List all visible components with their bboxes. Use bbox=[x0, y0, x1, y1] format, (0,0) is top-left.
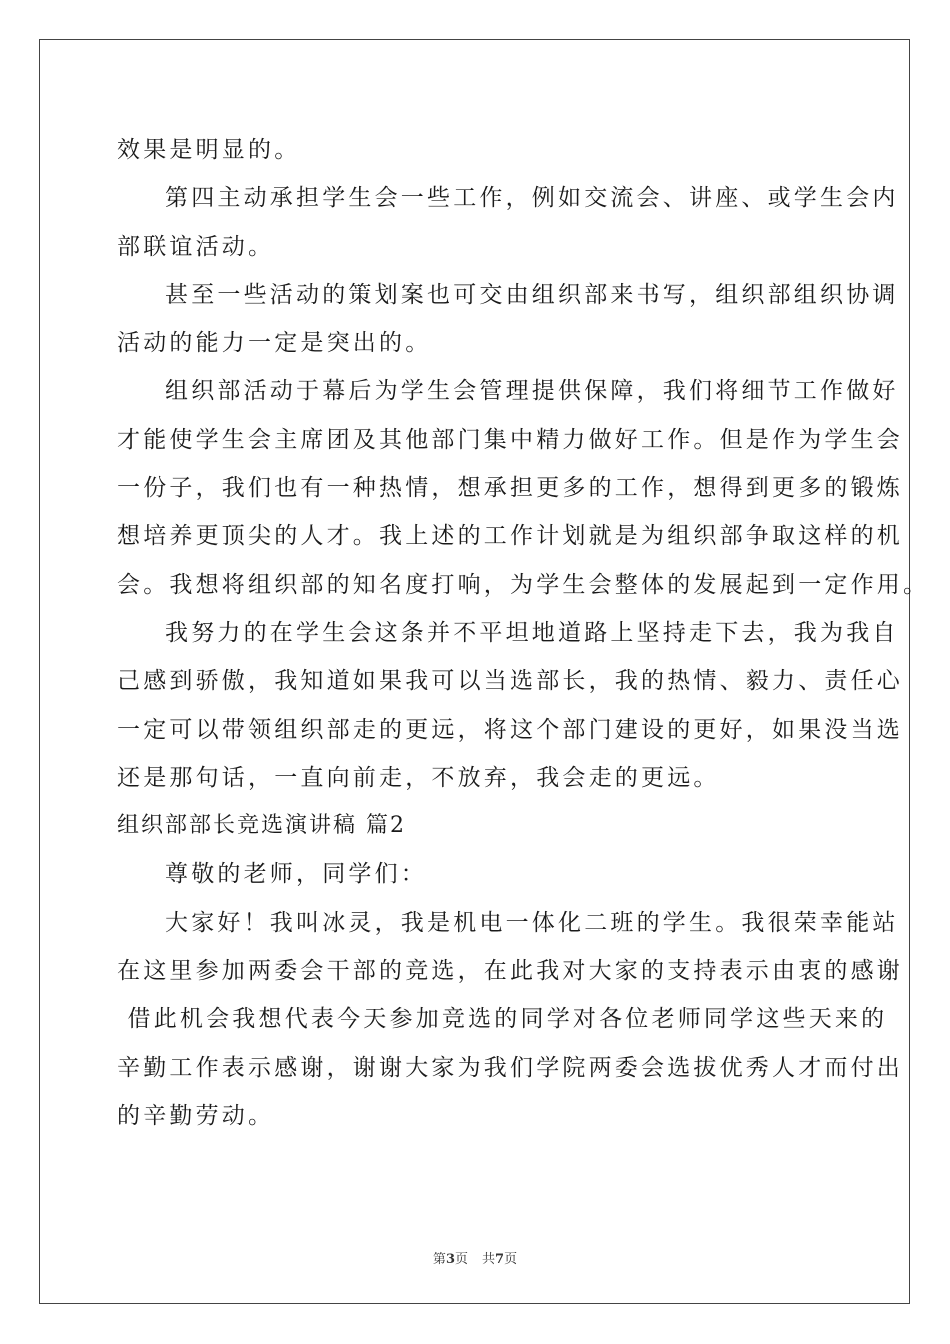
total-label-suffix: 页 bbox=[504, 1252, 518, 1267]
text-line: 一定可以带领组织部走的更远，将这个部门建设的更好，如果没当选 bbox=[117, 716, 903, 743]
text-line: 才能使学生会主席团及其他部门集中精力做好工作。但是作为学生会 bbox=[117, 426, 903, 453]
paragraph-start: 第四主动承担学生会一些工作，例如交流会、讲座、或学生会内 bbox=[165, 185, 899, 212]
text-line: 活动的能力一定是突出的。 bbox=[117, 330, 432, 357]
text-line: 会。我想将组织部的知名度打响，为学生会整体的发展起到一定作用。 bbox=[117, 571, 930, 598]
page-label-suffix: 页 bbox=[454, 1252, 468, 1267]
page-label-prefix: 第 bbox=[432, 1252, 446, 1267]
text-line: 一份子，我们也有一种热情，想承担更多的工作，想得到更多的锻炼 bbox=[117, 475, 903, 502]
paragraph-start: 我努力的在学生会这条并不平坦地道路上坚持走下去，我为我自 bbox=[165, 619, 899, 646]
text-line: 的辛勤劳动。 bbox=[117, 1102, 275, 1129]
text-line: 己感到骄傲，我知道如果我可以当选部长，我的热情、毅力、责任心 bbox=[117, 668, 903, 695]
total-label-prefix: 共 bbox=[482, 1252, 496, 1267]
section-heading: 组织部部长竞选演讲稿 篇2 bbox=[117, 813, 406, 839]
paragraph-start: 大家好！我叫冰灵，我是机电一体化二班的学生。我很荣幸能站 bbox=[165, 909, 899, 936]
text-line: 在这里参加两委会干部的竞选，在此我对大家的支持表示由衷的感谢 bbox=[117, 958, 903, 985]
document-body bbox=[117, 126, 930, 1140]
paragraph-start: 组织部活动于幕后为学生会管理提供保障，我们将细节工作做好 bbox=[165, 378, 899, 405]
page-footer bbox=[0, 1248, 950, 1267]
salutation: 尊敬的老师，同学们： bbox=[165, 861, 427, 888]
text-line: 效果是明显的。 bbox=[117, 137, 301, 163]
paragraph-start: 甚至一些活动的策划案也可交由组织部来书写，组织部组织协调 bbox=[165, 281, 899, 308]
text-line: 部联谊活动。 bbox=[117, 233, 275, 260]
text-line: 借此机会我想代表今天参加竞选的同学对各位老师同学这些天来的 bbox=[117, 1006, 888, 1033]
page-current-number: 3 bbox=[445, 1252, 455, 1267]
text-line: 想培养更顶尖的人才。我上述的工作计划就是为组织部争取这样的机 bbox=[117, 523, 903, 550]
text-line: 辛勤工作表示感谢，谢谢大家为我们学院两委会选拔优秀人才而付出 bbox=[117, 1054, 903, 1081]
text-line: 还是那句话，一直向前走，不放弃，我会走的更远。 bbox=[117, 764, 720, 791]
page-total-number: 7 bbox=[495, 1252, 505, 1267]
